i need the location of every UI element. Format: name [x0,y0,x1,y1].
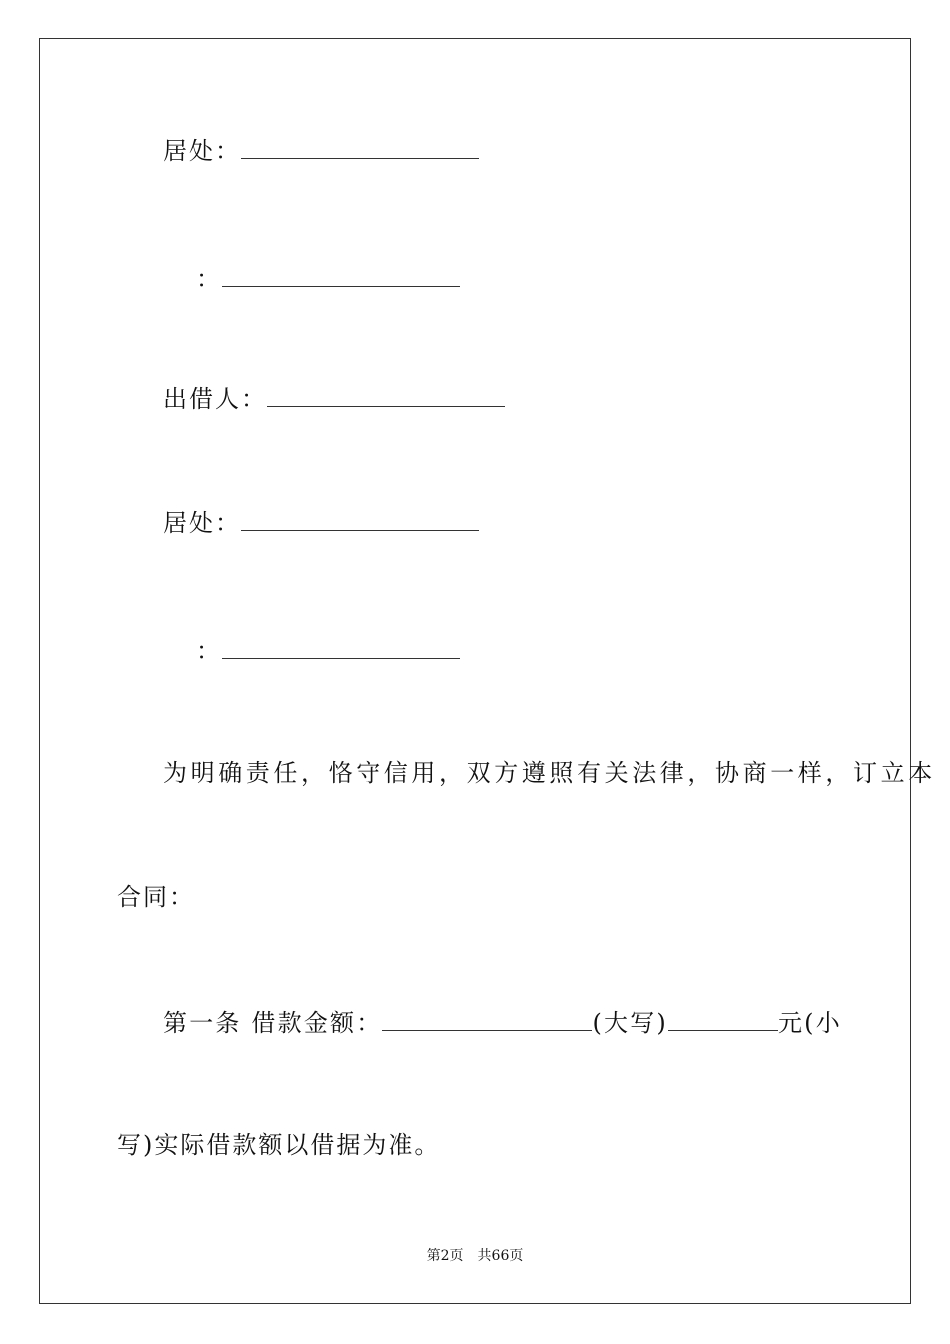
article-1-line2: 写)实际借款额以借据为准。 [117,1131,441,1159]
page-border [39,38,911,1304]
field-residence-2 [163,508,479,538]
fill-blank[interactable] [241,508,479,531]
field-label: ： [196,265,222,293]
intro-paragraph-line2: 合同： [117,883,195,911]
fill-blank[interactable] [267,384,505,407]
article-1-yuan: 元(小 [777,1009,842,1037]
field-label: 居处： [163,137,241,165]
field-unnamed-2 [196,636,460,666]
page-number: 第2页 [426,1248,464,1264]
amount-lower-blank[interactable] [668,1008,778,1031]
article-1-upper-label: (大写) [592,1009,668,1037]
article-1-line1 [163,1008,842,1038]
article-1-prefix: 第一条 借款金额： [163,1009,383,1037]
field-label: ： [196,637,222,665]
amount-upper-blank[interactable] [382,1008,592,1031]
fill-blank[interactable] [222,636,460,659]
field-residence-1 [163,136,479,166]
field-label: 出借人： [163,385,267,413]
total-pages: 共66页 [477,1248,524,1264]
field-label: 居处： [163,509,241,537]
fill-blank[interactable] [241,136,479,159]
fill-blank[interactable] [222,264,460,287]
field-unnamed-1 [196,264,460,294]
intro-paragraph-line1: 为明确责任，恪守信用，双方遵照有关法律，协商一样，订立本 [163,759,936,787]
field-lender [163,384,505,414]
page-footer [0,1247,950,1265]
